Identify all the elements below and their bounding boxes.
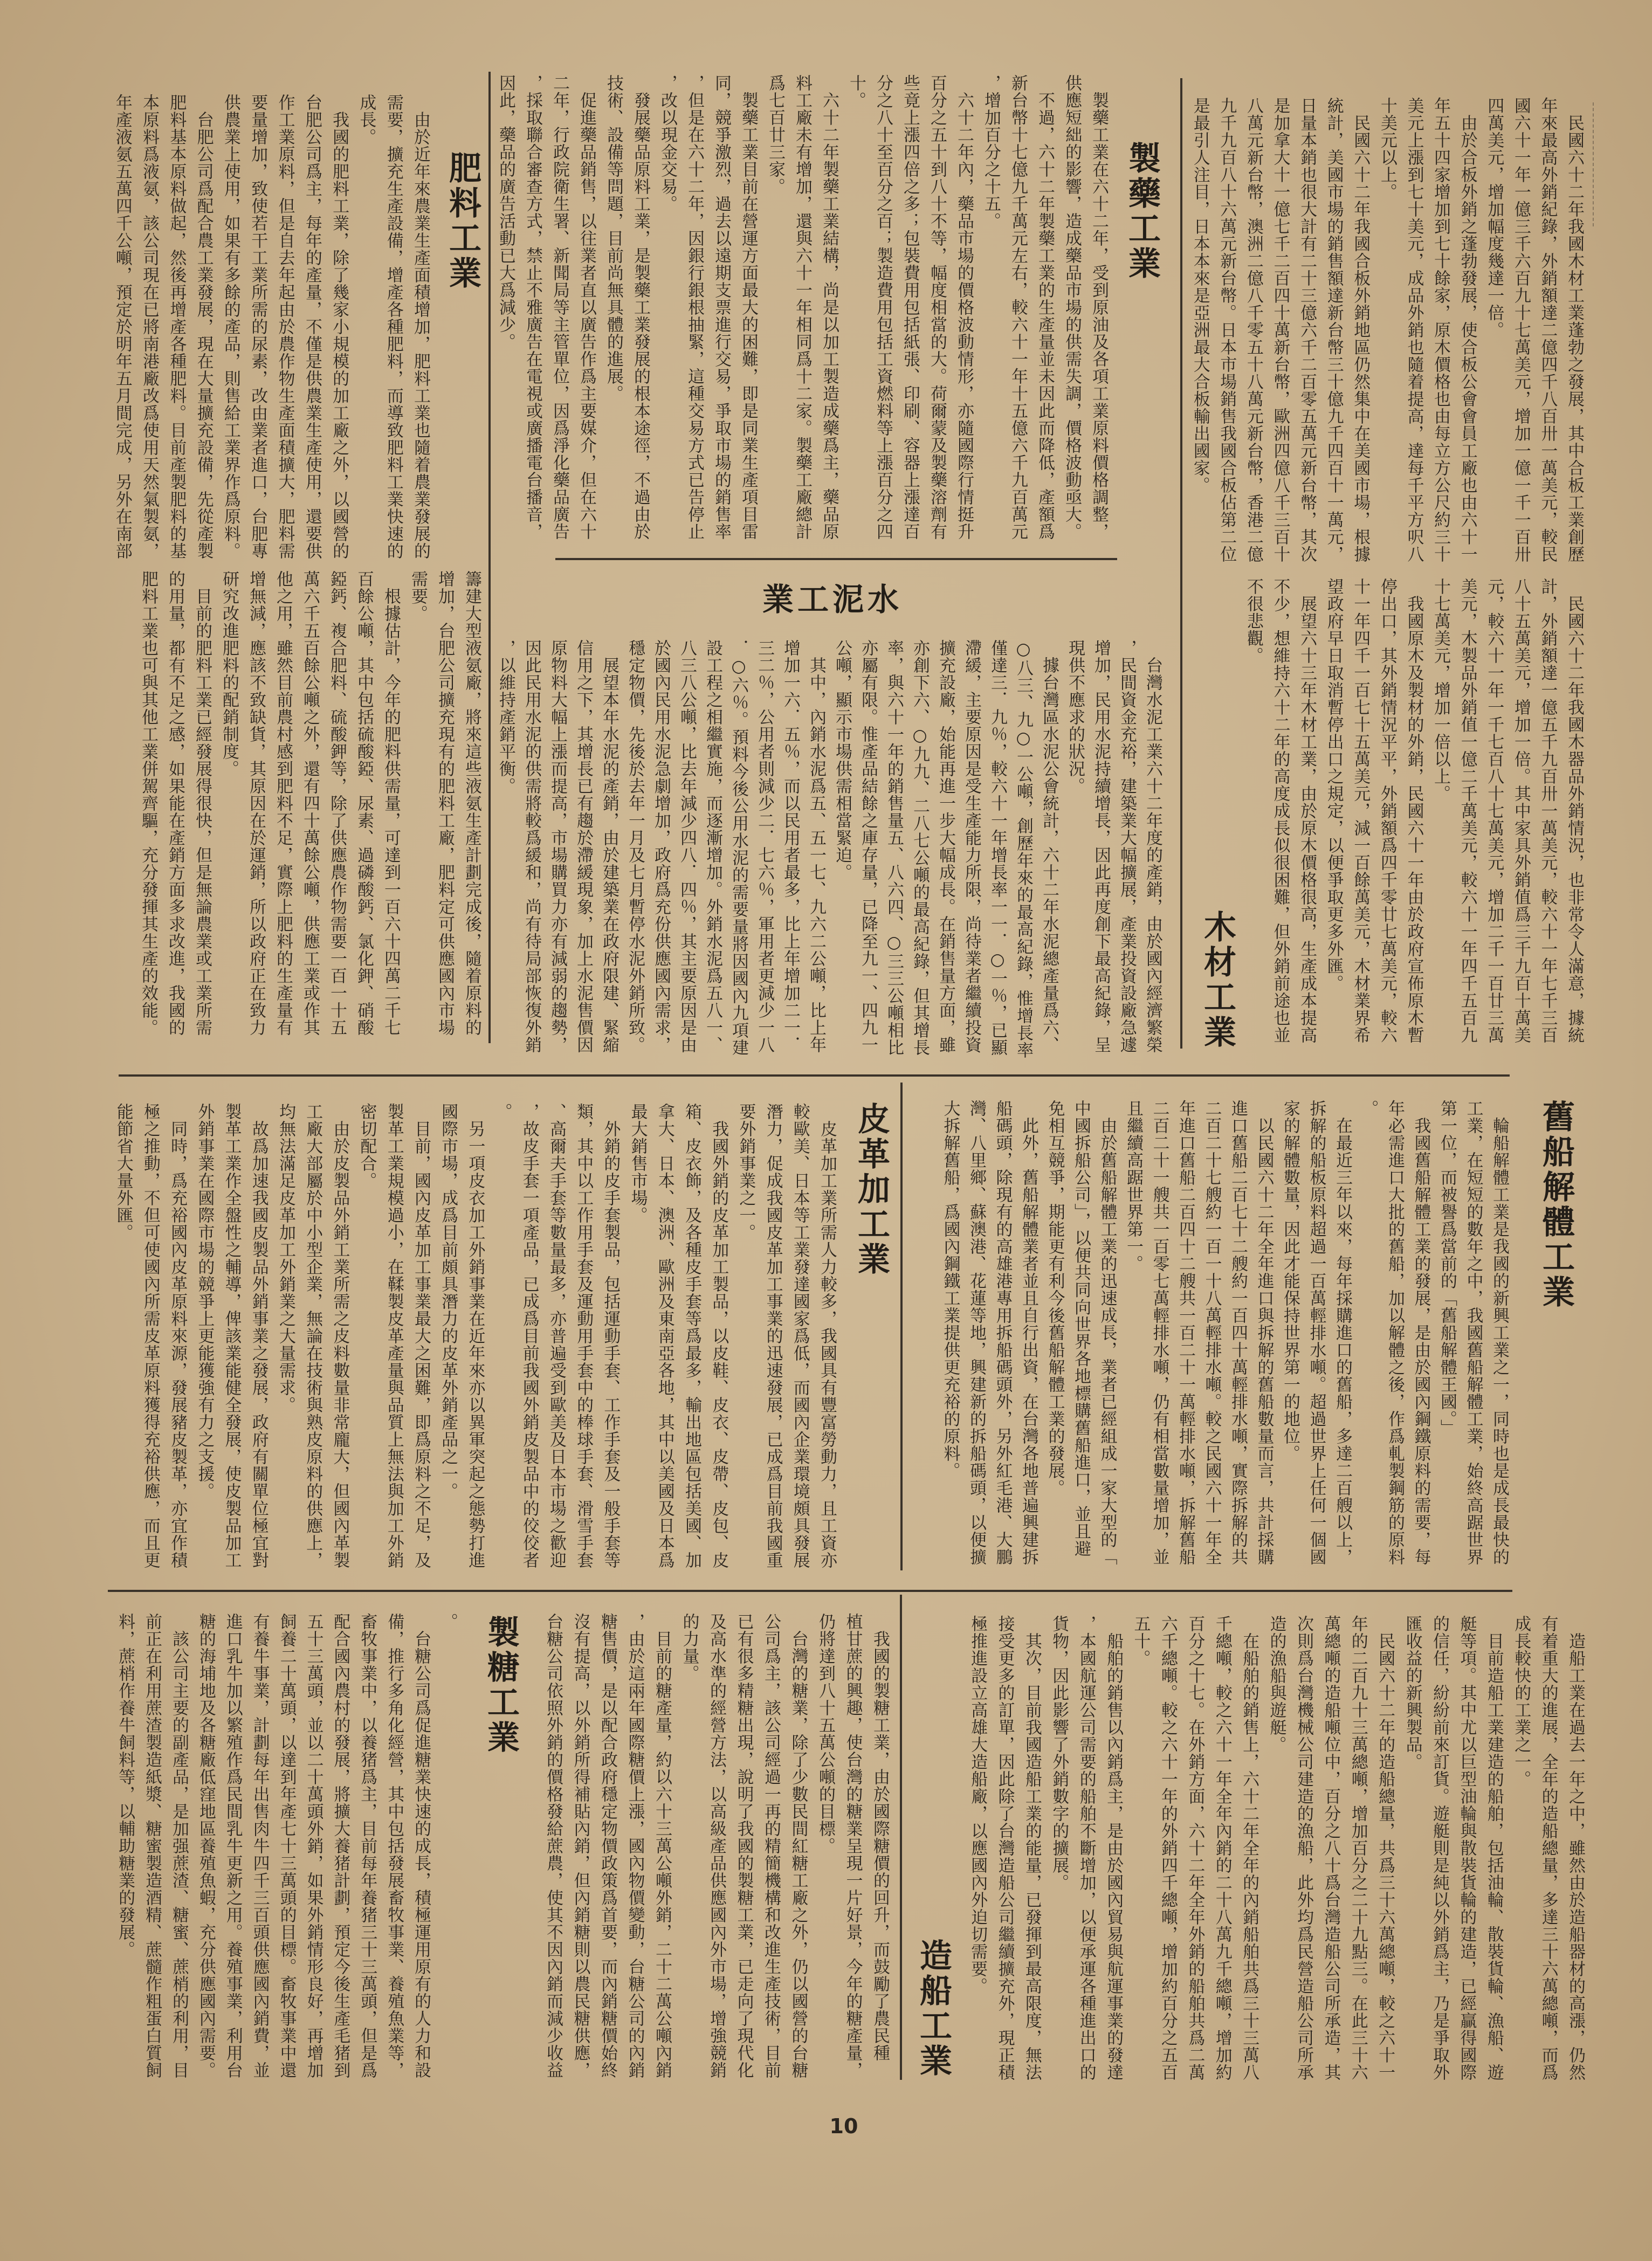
text-column: 外銷的皮手套製品，包括運動手套、工作手套及一般手套等 <box>601 1103 621 1569</box>
text-column: 因此民用水泥的供需將較爲緩和，尚有待局部恢復外銷 <box>522 639 541 1053</box>
text-column: 台糖公司爲促進糖業快速的成長，積極運用原有的人力和設 <box>411 1613 431 2079</box>
text-column: 錏鈣、複合肥料、硫酸鉀等，除了供應農作物需要一百一十五 <box>327 570 347 1036</box>
text-column: 最大銷售市場。 <box>628 1103 648 1224</box>
text-column: 畜牧事業中，以養猪爲主，目前每年養猪三十三萬頭，但是爲 <box>357 1613 377 2079</box>
text-column: 次則爲台灣機械公司建造的漁船，此外均爲民營造船公司所承 <box>1293 1615 1313 2081</box>
text-column: 匯收益的新興製品。 <box>1402 1615 1422 1770</box>
article-title: 製藥工業 <box>1123 141 1161 281</box>
text-column: 需要，擴充生產設備，增產各種肥料，而導致肥料工業快速的 <box>383 94 403 560</box>
text-block-upper <box>1186 97 1587 563</box>
text-column: 工廠大部屬於中小型企業，無論在技術與熟皮原料的供應上， <box>303 1103 323 1569</box>
dashed-guide-line <box>1593 102 1594 226</box>
text-column: 百分之五十到八十不等，幅度相當的大。荷爾蒙及製藥溶劑有 <box>927 74 947 540</box>
text-column: 有着重大的進展，全年的造船總量，多達三十六萬總噸，而爲 <box>1538 1615 1558 2081</box>
text-column: 潛力，促成我國皮革加工事業的迅速發展，已成爲目前我國重 <box>763 1103 783 1569</box>
text-column: 穩定物價，先後於去年一月及七月暫停水泥外銷所致。 <box>625 639 645 1053</box>
text-column: 亦創下六、○九九、二八七公噸的最高紀錄，但其增長 <box>910 639 930 1056</box>
text-column: 類，其中以工作用手套及運動用手套中的棒球手套、滑雪手套 <box>574 1103 594 1569</box>
text-column: 我國原木及製材的外銷，民國六十一年由於政府宣佈原木暫 <box>1404 578 1424 1044</box>
text-column: 沒有提高，以外銷所得補貼內銷，但內銷糖則以農民糖供應， <box>570 1613 590 2079</box>
text-column: 進口舊船二百七十二艘約一百四十萬輕排水噸，實際拆解的共 <box>1228 1100 1248 1566</box>
text-column: 增無減，應該不致缺貨，其原因在於運銷，所以政府正在致力 <box>246 570 266 1036</box>
text-column: 不很悲觀。 <box>1243 578 1263 664</box>
text-column: 製革工業規模過小，在鞣製皮革產量與品質上無法與加工外銷 <box>384 1103 404 1569</box>
text-column: 三二％，公用者則減少二．七六％，軍用者更減少一八 <box>755 639 774 1053</box>
text-column: 展望六十三年木材工業，由於原木價格很高，生產成本提高 <box>1297 578 1317 1044</box>
text-column: 促進藥品銷售，以往業者直以廣告作爲主要媒介，但在六十 <box>577 74 596 540</box>
article-title: 舊船解體工業 <box>1537 1100 1575 1310</box>
column-divider <box>900 1083 903 1570</box>
text-column: 船舶的銷售以內銷爲主，是由於國內貿易與航運事業的發達 <box>1104 1615 1124 2081</box>
text-column: 的力量。 <box>679 1613 699 1682</box>
text-column: 增加，民用水泥持續增長，因此再度創下最高紀錄，呈 <box>1091 639 1111 1053</box>
text-column: 擴充設廠，始能再進一步大幅成長。在銷售量方面，雖 <box>936 639 955 1053</box>
text-column: 家的解體數量，因此才能保持世界第一的地位。 <box>1281 1100 1300 1462</box>
text-column: 十美元以上。 <box>1377 97 1397 201</box>
text-column: 密切配合。 <box>357 1103 377 1189</box>
section-rule <box>108 1590 1512 1592</box>
text-column: 發展藥品原料工業，是製藥工業發展的根本途徑，不過由於 <box>631 74 650 540</box>
text-column: 。 <box>1359 1100 1379 1117</box>
text-column: 現供不應求的狀況。 <box>1065 639 1085 795</box>
text-column: 停出口，其外銷情況平平，外銷額爲四千零廿七萬美元，較六 <box>1377 578 1397 1044</box>
text-column: 備，推行多角化經營，其中包括發展畜牧事業、養殖魚業等， <box>384 1613 404 2079</box>
text-column: 計，外銷額達一億五千九百卅一萬美元，較六十一年七千三百 <box>1538 578 1558 1044</box>
text-column: 國際市場，成爲目前頗具潛力的皮革外銷產品之一。 <box>438 1103 458 1500</box>
text-column: 六十二年內，藥品市場的價格波動情形，亦隨國際行情挺升 <box>954 74 974 540</box>
text-column: 國六十一年一億三千六百九十七萬美元，增加一億一千一百卅 <box>1511 97 1531 563</box>
text-column: 二百二十一艘共一百零七萬輕排水噸，仍有相當數量增加，並 <box>1149 1100 1169 1566</box>
text-column: 。 <box>492 1103 512 1120</box>
column-divider <box>1180 78 1182 1049</box>
text-column: 增加一六．五％，而以民用者最多，比上年增加二一． <box>781 639 800 1053</box>
text-column: 十七萬美元，增加一倍以上。 <box>1431 578 1451 802</box>
text-column: 民國六十二年我國合板外銷地區仍然集中在美國市場，根據 <box>1351 97 1371 563</box>
text-column: 皮革加工業所需人力較多，我國具有豐富勞動力，且工資亦 <box>817 1103 837 1569</box>
text-column: 及高水準的經營方法，以高級產品供應國內外市場，增強競銷 <box>707 1613 726 2079</box>
text-column: 此外，舊船解體業者並且自行出資，在台灣各地普遍興建拆 <box>1019 1100 1038 1566</box>
text-column: 料，蔗梢作養牛飼料等，以輔助糖業的發展。 <box>115 1613 135 1958</box>
text-block-lower <box>1240 578 1587 1044</box>
text-column: 籌建大型液氨廠，將來這些液氨生產計劃完成後，隨着原料的 <box>462 570 481 1036</box>
text-column: 我國的製糖工業，由於國際糖價的回升，而鼓勵了農民種 <box>870 1613 890 2062</box>
text-column: 我國外銷的皮革加工製品，以皮鞋、皮衣、皮帶、皮包、皮 <box>709 1103 729 1569</box>
text-column: ，但是在六十二年，因銀行銀根抽緊，這種交易方式已告停止 <box>685 74 704 540</box>
text-column: 供農業上使用，如果有多餘的產品，則售給工業界作爲原料。 <box>221 94 240 560</box>
text-column: 同，競爭激烈，過去以遠期支票進行交易，爭取市場的銷售率 <box>712 74 731 540</box>
text-column: 艇等項。其中尤以巨型油輪與散裝貨輪的建造，已經贏得國際 <box>1457 1615 1477 2081</box>
text-column: 根據估計，今年的肥料供需量，可達到一百六十四萬二千七 <box>381 570 401 1036</box>
text-column: 的用量，都有不足之感，如果能在產銷方面多求改進，我國的 <box>166 570 185 1036</box>
text-column: ，民間資金充裕，建築業大幅擴展，產業投資設廠急遽 <box>1117 639 1137 1053</box>
text-column: 該公司主要的副產品，是加强蔗渣、糖蜜、蔗梢的利用，目 <box>169 1613 189 2079</box>
text-block <box>937 1100 1512 1566</box>
text-column: 美元上漲到七十美元，成品外銷也隨着提高，達每千平方呎八 <box>1404 97 1424 563</box>
text-column: 。 <box>438 1613 458 1630</box>
text-column: 年產液氨五萬四千公噸，預定於明年五月間完成，另外在南部 <box>112 94 132 560</box>
text-column: 造船工業在過去一年之中，雖然由於造船器材的高漲，仍然 <box>1566 1615 1585 2081</box>
text-column: 十。 <box>846 74 866 109</box>
text-column: ，由於這兩年國際糖價上漲，國內物價變動，台糖公司的內銷 <box>625 1613 645 2079</box>
text-column: 糖售價，是以配合政府穩定物價政策爲首要，而內銷糖價始終 <box>598 1613 617 2079</box>
text-column: 年進口舊船二百四十二艘共一百二十一萬輕排水噸，拆解舊船 <box>1176 1100 1195 1566</box>
article-title: 水泥工業 <box>762 581 903 618</box>
text-column: 目前的肥料工業已經發展得很快，但是無論農業或工業所需 <box>192 570 212 1036</box>
text-column: 望政府早日取消暫停出口之規定，以便爭取更多外匯。 <box>1324 578 1344 992</box>
text-column: 作工業原料，但是自去年起由於農作物生產面積擴大，肥料需 <box>275 94 295 560</box>
text-column: 目前的糖產量，約以六十三萬公噸外銷，二十二萬公噸內銷 <box>652 1613 672 2079</box>
text-column: 因此，藥品的廣告活動已大爲減少。 <box>496 74 515 350</box>
text-block <box>110 1103 841 1569</box>
text-column: 船碼頭，除現有的高雄港專用拆船碼頭外，另外紅毛港、大鵬 <box>993 1100 1013 1566</box>
text-column: 已有很多精糖出現，說明了我國的製糖工業，已走向了現代化 <box>734 1613 754 2079</box>
text-column: 外銷事業在國際市場的競爭上更能獲強有力之支援。 <box>195 1103 215 1500</box>
text-column: 灣、八里鄉、蘇澳港、花蓮等地，興建新的拆船碼頭，以便擴 <box>967 1100 986 1566</box>
text-column: 我國舊船解體工業的發展，是由於國內鋼鐵原料的需要，每 <box>1411 1100 1431 1566</box>
text-column: 肥料基本原料做起，然後再增產各種肥料。目前產製肥料的基 <box>167 94 187 560</box>
text-column: 箱、皮衣飾，及各種皮手套等爲最多，輸出地區包括美國、加 <box>682 1103 701 1569</box>
text-column: 免相互競爭，期能更有利今後舊船解體工業的發展。 <box>1045 1100 1065 1497</box>
text-column: 不少，想維持六十二年的高度成長似很困難，但外銷前途也並 <box>1270 578 1290 1044</box>
text-column: 拆解的船板原料超過一百萬輕排水噸。超過世界上任何一個國 <box>1306 1100 1326 1566</box>
text-column: 八萬元新台幣，澳洲二億八千零五十八萬元新台幣，香港二億 <box>1243 97 1263 563</box>
text-column: 極推進設立高雄大造船廠，以應國內外迫切需要。 <box>968 1615 988 1995</box>
text-column: 台灣水泥工業六十二年度的產銷，由於國內經濟繁榮 <box>1143 639 1162 1053</box>
text-column: 接受更多的訂單，因此除了台灣造船公司繼續擴充外，現正積 <box>995 1615 1015 2081</box>
text-column: 六千總噸。較之六十一年的外銷四千總噸，增加約百分之五百 <box>1158 1615 1178 2081</box>
text-column: 飼養二十萬頭，以達到年產七十三萬頭的目標。畜牧事業中還 <box>277 1613 297 2079</box>
text-column: 二百二十七艘約一百一十八萬輕排水噸。較之民國六十一年全 <box>1202 1100 1222 1566</box>
text-column: 台肥公司爲主，每年的產量，不僅是供農業生產使用，還要供 <box>302 94 322 560</box>
text-column: 民國六十二年我國木材工業蓬勃之發展，其中合板工業創歷 <box>1565 97 1584 563</box>
text-column: 且繼續高踞世界第一。 <box>1124 1100 1143 1272</box>
text-column: 中國拆船公司」，以便共同向世界各地標購舊船進口，並且避 <box>1071 1100 1091 1557</box>
text-column: 糖的海埔地及各糖廠低窪地區養殖魚蝦，充分供應國內需要。 <box>196 1613 216 2079</box>
text-column: 要量增加，致使若干工業所需的尿素，改由業者進口，台肥專 <box>248 94 268 560</box>
text-column: 四萬美元，增加幅度幾達一倍。 <box>1484 97 1504 339</box>
text-column: 由於近年來農業生產面積增加，肥料工業也隨着農業發展的 <box>411 94 430 560</box>
text-column: 是加拿大十一億七千二百四十萬新台幣，歐洲四億八千三百十 <box>1270 97 1290 563</box>
text-column: 輪船解體工業是我國的新興工業之一，同時也是成長最快的 <box>1490 1100 1509 1566</box>
text-column: 九千九百八十六萬元新台幣。日本市場銷售我國合板佔第二位 <box>1217 97 1237 563</box>
section-rule <box>555 558 1117 560</box>
text-column: 六十二年製藥工業結構，尚是以加工製造成藥爲主，藥品原 <box>820 74 839 540</box>
article-title: 製糖工業 <box>482 1615 520 1755</box>
text-column: 萬總噸的造船噸位中，百分之八十爲台灣造船公司所承造，其 <box>1321 1615 1341 2081</box>
text-column: 製藥工業在六十二年，受到原油及各項工業原料價格調整， <box>1089 74 1109 540</box>
text-column: ○八三、九○一公噸，創歷年來的最高紀錄，惟增長率 <box>1014 639 1033 1059</box>
text-column: 技術、設備等問題，目前尚無具體的進展。 <box>604 74 623 402</box>
text-column: 我國的肥料工業，除了幾家小規模的加工廠之外，以國營的 <box>329 94 349 560</box>
section-rule <box>119 1074 1510 1077</box>
text-column: 五十三萬頭，並以二十萬頭外銷，如果外銷情形良好，再增加 <box>304 1613 323 2079</box>
text-column: 信用之下，其增長已有趨於滯緩現象，加上水泥售價因 <box>574 639 593 1053</box>
text-column: 八三八公噸，比去年減少四八．四％，其主要原因是由 <box>677 639 697 1053</box>
text-column: 十一年四千一百七十五萬美元，減一百餘萬美元，木材業界希 <box>1351 578 1371 1044</box>
text-block-left <box>111 1613 461 2079</box>
text-column: ，故皮手套一項產品，已成爲目前我國外銷皮製品中的佼佼者 <box>519 1103 539 1569</box>
text-block-upper <box>108 94 434 560</box>
text-column: 前正在利用蔗渣製造紙漿、糖蜜製造酒精、蔗髓作粗蛋白質飼 <box>142 1613 162 2079</box>
text-column: 仍將達到八十五萬公噸的目標。 <box>816 1613 835 1855</box>
text-column: 故爲加速我國皮製品外銷事業之發展，政府有關單位極宜對 <box>249 1103 269 1569</box>
text-column: 僅達三．九％，較六十一年增長率一一．○一％，已顯 <box>988 639 1007 1056</box>
text-column: 台糖公司依照外銷的價格發給蔗農，使其不因內銷而減少收益 <box>543 1613 563 2079</box>
text-block-lower <box>135 570 485 1036</box>
text-column: 民國六十二年的造船總量，共爲三十六萬總噸，較之六十一 <box>1375 1615 1395 2081</box>
text-column: 極之推動，不但可使國內所需皮革原料獲得充裕供應，而且更 <box>140 1103 160 1569</box>
text-column: 新台幣十七億九千萬元左右，較六十一年十五億六千九百萬元 <box>1008 74 1028 540</box>
text-column: 年來最高外銷紀錄，外銷額達二億四千八百卅一萬美元，較民 <box>1538 97 1558 563</box>
text-column: 元，較六十一年一千七百八十七萬美元，增加二千一百廿三萬 <box>1484 578 1504 1044</box>
text-column: 些竟上漲四倍之多；包裝費用包括紙張、印刷、容器上漲達百 <box>900 74 920 540</box>
text-block <box>493 639 1166 1059</box>
text-column: 年必需進口大批的舊船，加以解體之後，作爲軋製鋼筋的原料 <box>1385 1100 1405 1566</box>
text-column: 造的漁船與遊艇。 <box>1266 1615 1286 1753</box>
text-column: 供應短絀的影響，造成藥品市場的供需失調，價格波動亟大。 <box>1062 74 1082 540</box>
text-column: 公司爲主，該公司經過一再的精簡機構和改進生產技術，目前 <box>761 1613 781 2079</box>
text-column: 拿大、日本、澳洲、歐洲及東南亞各地，其中以美國及日本爲 <box>655 1103 674 1569</box>
text-column: 爲七百廿三家。 <box>766 74 785 195</box>
article-title: 造船工業 <box>914 1939 952 2079</box>
text-column: 第一位，而被譽爲當前的「舊船解體王國。」 <box>1437 1100 1457 1437</box>
text-column: ，增加百分之十五。 <box>981 74 1001 230</box>
text-column: 不過，六十二年製藥工業的生產量並未因此而降低，產額爲 <box>1035 74 1055 540</box>
text-column: 要外銷事業之一。 <box>736 1103 756 1241</box>
text-column: 八十五萬美元，增加一倍。其中家具外銷值爲三千九百十萬美 <box>1511 578 1531 1044</box>
text-column: 目前，國內皮革加工事業最大之困難，即爲原料之不足，及 <box>411 1103 431 1569</box>
text-column: 民國六十二年我國木器品外銷情況，也非常令人滿意，據統 <box>1565 578 1584 1044</box>
text-column: 二年，行政院衛生署、新聞局等主管單位，因爲淨化藥品廣告 <box>550 74 569 540</box>
text-column: 統計，美國市場的銷售額達新台幣三十億九千四百十一萬元， <box>1324 97 1344 563</box>
text-column: 萬六千五百餘公噸之外，還有四十萬餘公噸，供應工業或作其 <box>300 570 320 1036</box>
text-column: 、高爾夫手套等數量最多，亦普遍受到歐美及日本市場之歡迎 <box>546 1103 566 1569</box>
text-column: 的信任，紛紛前來訂貨。遊艇則是純以外銷爲主，乃是爭取外 <box>1429 1615 1449 2081</box>
text-column: ，採取聯合審查方式，禁止不雅廣告在電視或廣播電台播音， <box>523 74 542 540</box>
text-column: 其次，目前我國造船工業的能量，已發揮到最高限度，無法 <box>1022 1615 1042 2081</box>
text-column: 成長較快的工業之一。 <box>1511 1615 1531 1788</box>
text-column: 大拆解舊船，爲國內鋼鐵工業提供更充裕的原料。 <box>940 1100 960 1479</box>
text-column: 研究改進肥料的配銷制度。 <box>219 570 239 777</box>
text-column: 貨物，因此影響了外銷數字的擴展。 <box>1049 1615 1069 1891</box>
text-column: 原物料大幅上漲而提高，市場購買力亦有減弱的趨勢， <box>548 639 567 1053</box>
text-block <box>492 74 1112 540</box>
text-column: 百分之十七。在外銷方面，六十二年全年外銷的船舶共爲二萬 <box>1185 1615 1205 2081</box>
text-column: 均無法滿足皮革加工外銷業之大量需求。 <box>276 1103 295 1414</box>
text-column: 以民國六十二年全年進口與拆解的舊船數量而言，共計採購 <box>1254 1100 1274 1566</box>
article-title: 木材工業 <box>1199 910 1236 1050</box>
text-column: 本原料爲液氨，該公司現在已將南港廠改爲使用天然氣製氨， <box>140 94 160 560</box>
text-column: 由於合板外銷之蓬勃發展，使合板公會會員工廠也由六十一 <box>1457 97 1477 563</box>
text-column: 於國內民用水泥急劇增加，政府爲充份供應國內需求， <box>651 639 671 1053</box>
text-block-right <box>539 1613 893 2079</box>
text-column: 台肥公司爲配合農工業發展，現在大量擴充設備，先從產製 <box>194 94 214 560</box>
text-column: 率，與六十一年的銷售量五、八六四、○三三公噸相比 <box>884 639 904 1056</box>
text-column: 據台灣區水泥公會統計，六十二年水泥總產量爲六、 <box>1040 639 1059 1053</box>
text-column: 需要。 <box>408 570 428 622</box>
text-column: 同時，爲充裕國內皮革原料來源，發展豬皮製革，亦宜作積 <box>168 1103 188 1569</box>
text-column: 滯緩，主要原因是受生產能力所限，尚待業者繼續投資 <box>962 639 981 1053</box>
text-column: 日量本銷也很大計有二十三億六千二百零五萬元新台幣，其次 <box>1297 97 1317 563</box>
text-column: ，本國航運公司需要的船舶不斷增加，以便承運各種進出口的 <box>1076 1615 1096 2081</box>
text-column: 植甘蔗的興趣，使台灣的糖業呈現一片好景，今年的糖產量， <box>843 1613 863 2079</box>
article-title: 肥料工業 <box>444 151 481 291</box>
column-divider <box>488 72 491 1043</box>
text-column: 由於皮製品外銷工業所需之皮料數量非常龐大，但國內革製 <box>330 1103 350 1569</box>
text-column: ，改以現金交易。 <box>658 74 677 212</box>
text-column: 在最近三年以來，每年採購進口的舊船，多達二百艘以上， <box>1333 1100 1352 1566</box>
text-column: 料工廠未有增加，還與六十一年相同爲十二家。製藥工廠總計 <box>793 74 812 540</box>
text-column: 能節省大量外匯。 <box>113 1103 133 1241</box>
text-column: 有養牛事業，計劃每年出售肉牛四千三百頭供應國內銷費，並 <box>250 1613 270 2079</box>
text-column: 配合國內農村的發展，將擴大養猪計劃，預定今後生產毛猪到 <box>331 1613 350 2079</box>
text-column: 設工程之相繼實施，而逐漸增加。外銷水泥爲五八一、 <box>703 639 722 1053</box>
text-column: 製藥工業目前在營運方面最大的困難，即是同業生產項目雷 <box>739 74 758 540</box>
text-column: 由於舊船解體工業的迅速成長，業者已經組成一家大型的「 <box>1097 1100 1117 1566</box>
text-column: 目前造船工業建造的船舶，包括油輪、散裝貨輪、漁船、遊 <box>1484 1615 1504 2081</box>
text-column: 年五十四家增加到七十餘家，原木價格也由每立方公尺約三十 <box>1431 97 1451 563</box>
text-column: 亦屬有限。惟產品結餘之庫存量，已降至九一、四九一 <box>858 639 878 1053</box>
page-number: 10 <box>829 2114 858 2138</box>
text-column: 製革工業作全盤性之輔導，俾該業能健全發展，使皮製品加工 <box>222 1103 242 1569</box>
text-column: 台灣的糖業，除了少數民間紅糖工廠之外，仍以國營的台糖 <box>788 1613 808 2079</box>
text-column: 五十。 <box>1131 1615 1151 1667</box>
text-column: 在船舶的銷售上，六十二年全年的內銷船舶共爲三十三萬八 <box>1240 1615 1259 2081</box>
text-column: 另一項皮衣加工外銷事業在近年來亦以異軍突起之態勢打進 <box>465 1103 485 1569</box>
text-column: 年的二百九十三萬總噸，增加百分之二十九點三。在此三十六 <box>1348 1615 1368 2081</box>
column-divider <box>900 1595 902 2080</box>
text-column: 工業，在短短的數年之中，我國舊船解體工業，始終高踞世界 <box>1463 1100 1483 1566</box>
text-column: 是最引人注目，日本本來是亞洲最大合板輸出國家。 <box>1190 97 1210 494</box>
text-column: 分之八十至百分之百；製造費用包括工資燃料等上漲百分之四 <box>873 74 893 540</box>
text-column: 增加，台肥公司擴充現有的肥料工廠，肥料定可供應國內市場 <box>435 570 455 1036</box>
text-column: 他之用，雖然目前農村感到肥料不足，實際上肥料的生產量有 <box>273 570 293 1036</box>
text-column: ．○六％。預料今後公用水泥的需要量將因國內九項建 <box>729 639 748 1056</box>
article-title: 皮革加工業 <box>852 1102 890 1277</box>
text-column: ，以維持產銷平衡。 <box>496 639 515 795</box>
text-column: 公噸，顯示市場供需相當緊迫。 <box>832 639 852 881</box>
text-column: 成長。 <box>356 94 376 146</box>
text-column: 千總噸，較之六十一年全年內銷的二十八萬九千總噸，增加約 <box>1212 1615 1232 2081</box>
text-column: 百餘公噸，其中包括硫酸錏、尿素、過磷酸鈣、氯化鉀、硝酸 <box>354 570 374 1036</box>
text-column: 美元，木製品外銷值一億二千萬美元，較六十一年四千五百九 <box>1457 578 1477 1044</box>
text-column: 進口乳牛加以繁殖作爲民間乳牛更新之用。養殖事業，利用台 <box>223 1613 243 2079</box>
text-column: 較歐美、日本等工業發達國家爲低，而國內企業環境頗具發展 <box>790 1103 810 1569</box>
text-column: 肥料工業也可與其他工業併駕齊驅，充分發揮其生產的效能。 <box>139 570 158 1036</box>
text-block <box>964 1615 1589 2081</box>
text-column: 展望本年水泥的產銷，由於建築業在政府限建、緊縮 <box>600 639 619 1053</box>
text-column: 其中，內銷水泥爲五、五一七、九六二公噸，比上年 <box>807 639 826 1053</box>
